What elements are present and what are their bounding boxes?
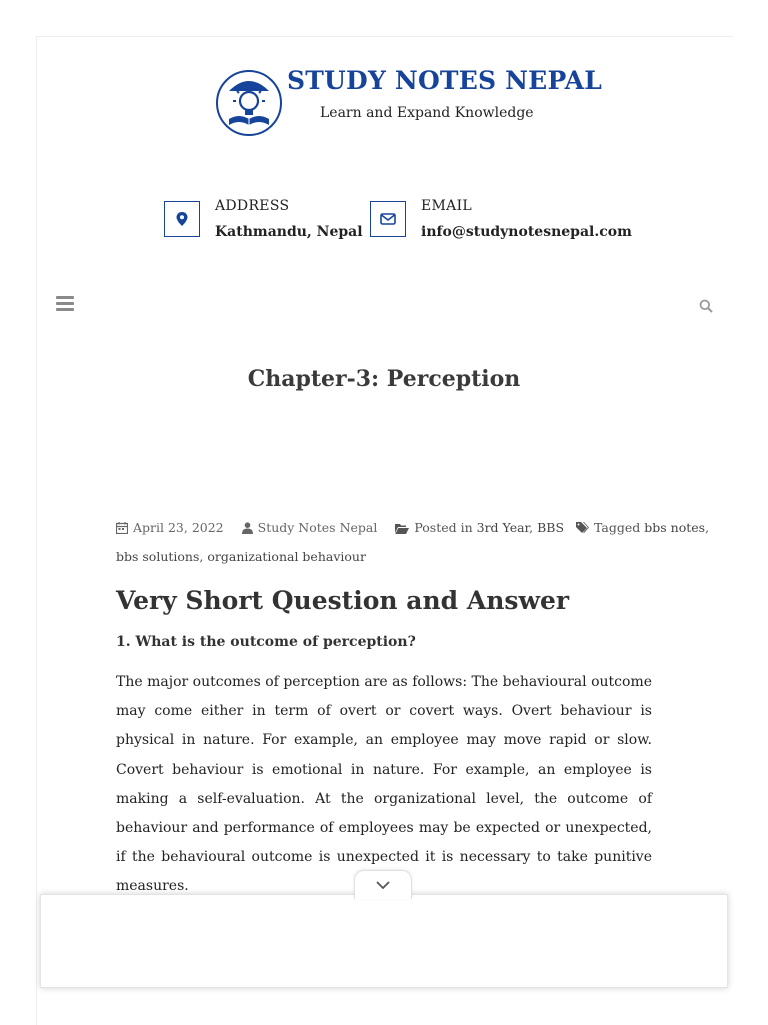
- user-icon: [242, 522, 253, 534]
- post-author[interactable]: [242, 520, 382, 535]
- posted-in-prefix: Posted in: [414, 520, 473, 535]
- bottom-ad-banner[interactable]: [40, 894, 728, 988]
- post-categories: Posted in 3rd Year, BBS: [395, 520, 568, 535]
- post-tags-continued: bbs solutions, organizational behaviour: [116, 549, 366, 564]
- post-date[interactable]: [116, 520, 228, 535]
- answer-paragraph: The major outcomes of perception are as follows: The behavioural outcome may come either in term of overt or covert ways. Overt behaviour is physical in nature. For example, an employee may move rapid or slow. Covert behaviour is emotional in nature. For example, an employee is making a self-evaluation. At the organizational level, the outcome of behaviour and performance of employees may be expected or unexpected, if the behavioural outcome is unexpected it is necessary to take punitive measures.: [116, 674, 652, 895]
- post-tags: Tagged bbs notes,: [576, 520, 709, 535]
- tag-link-bbs-notes[interactable]: bbs notes: [644, 520, 706, 535]
- address-label: ADDRESS: [215, 198, 290, 214]
- site-title[interactable]: STUDY NOTES NEPAL: [287, 66, 602, 95]
- map-marker-icon: [176, 212, 188, 226]
- lightbulb-book-logo-icon: [215, 69, 283, 137]
- site-tagline: Learn and Expand Knowledge: [320, 105, 534, 121]
- ad-collapse-button[interactable]: [354, 870, 412, 899]
- hamburger-menu-icon[interactable]: [56, 296, 74, 312]
- folder-open-icon: [395, 523, 409, 534]
- section-heading: Very Short Question and Answer: [116, 586, 570, 615]
- question-heading: 1. What is the outcome of perception?: [116, 634, 416, 650]
- site-logo[interactable]: [215, 69, 283, 137]
- category-link-bbs[interactable]: BBS: [537, 520, 565, 535]
- tags-icon: [576, 522, 589, 534]
- email-value[interactable]: info@studynotesnepal.com: [421, 224, 632, 240]
- post-date-text[interactable]: April 23, 2022: [133, 520, 224, 535]
- chevron-down-icon: [376, 881, 390, 890]
- email-icon-box: [370, 201, 406, 237]
- email-label: EMAIL: [421, 198, 472, 214]
- tag-link-organizational-behaviour[interactable]: organizational behaviour: [207, 549, 366, 564]
- page-title: Chapter-3: Perception: [247, 366, 521, 392]
- address-value: Kathmandu, Nepal: [215, 224, 363, 240]
- post-author-text[interactable]: Study Notes Nepal: [257, 520, 378, 535]
- category-link-3rd-year[interactable]: 3rd Year: [476, 520, 530, 535]
- post-meta: [116, 520, 709, 535]
- search-icon[interactable]: [699, 298, 713, 312]
- envelope-icon: [380, 213, 396, 225]
- address-icon-box: [164, 201, 200, 237]
- tag-link-bbs-solutions[interactable]: bbs solutions: [116, 549, 200, 564]
- calendar-icon: [116, 522, 128, 534]
- tagged-prefix: Tagged: [594, 520, 641, 535]
